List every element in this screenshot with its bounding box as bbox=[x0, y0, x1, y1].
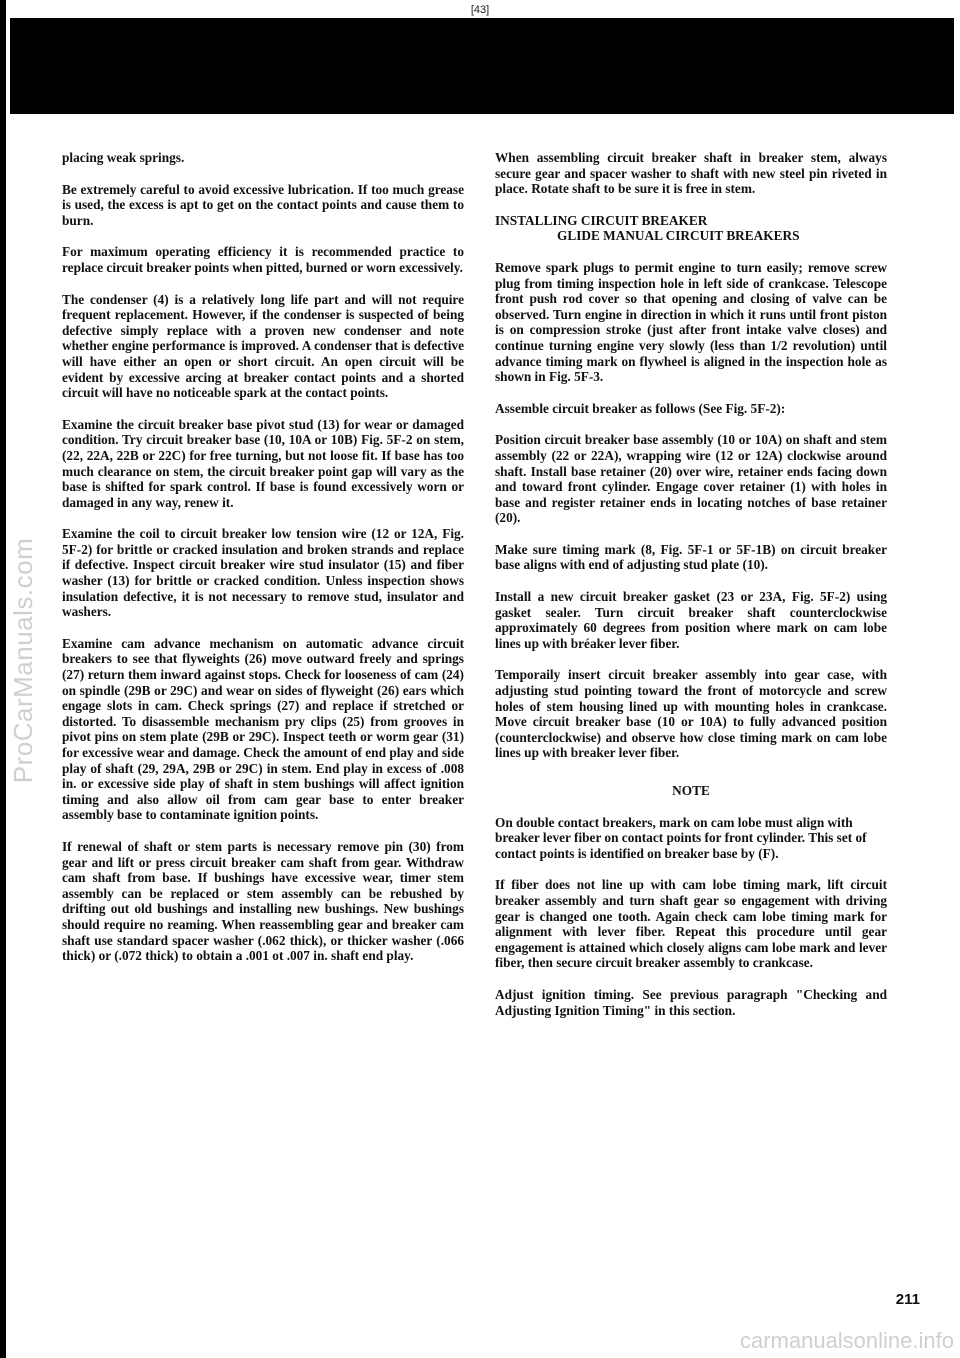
paragraph: placing weak springs. bbox=[62, 150, 185, 165]
bottom-watermark: carmanualsonline.info bbox=[739, 1328, 954, 1353]
paragraph: When assembling circuit breaker shaft in breaker stem, always secure gear and spacer washer to shaft with new steel pin riveted in place. Rotate shaft to be sure it is free in stem. bbox=[495, 150, 887, 197]
paragraph: Position circuit breaker base assembly (10 or 10A) on shaft and stem assembly (22 or 22A), wrapping wire (12 or 12A) clockwise around shaft. Install base retainer (20) over wire, retainer ends facing down and toward front cylinder. Engage cover retainer (1) with holes in base and register retainer ends in locating notches of base retainer (20). bbox=[495, 432, 887, 526]
paragraph: Examine the coil to circuit breaker low tension wire (12 or 12A, Fig. 5F-2) for brittle or cracked insulation and broken strands and replace if defective. Inspect circuit breaker wire stud insulator (15) and fiber washer (13) for brittle or cracked condition. Unless inspection shows insulation defective, it is not necessary to remove stud, insulator and washers. bbox=[62, 526, 464, 620]
paragraph: For maximum operating efficiency it is recommended practice to replace circuit breaker points when pitted, burned or worn excessively. bbox=[62, 244, 464, 275]
paragraph: Temporaily insert circuit breaker assembly into gear case, with adjusting stud pointing toward the front of motorcycle and screw holes of stem housing lined up with mounting holes in crankcase. Move circuit breaker base (10 or 10A) to fully advanced position (counterclockwise) and observe how close timing mark on cam lobe lines up with breaker lever fiber. bbox=[495, 667, 887, 761]
section-heading: INSTALLING CIRCUIT BREAKER GLIDE MANUAL CIRCUIT BREAKERS bbox=[495, 212, 800, 244]
page-reference: [43] bbox=[470, 4, 490, 16]
paragraph: Remove spark plugs to permit engine to turn easily; remove screw plug from timing inspection hole in left side of crankcase. Telescope front push rod cover so that opening and closing of valve can be observed. Turn engine in direction in which it runs until front piston is on compression stroke (just after front intake valve closes) and continue turning engine very slowly (less than 1/2 revolution) until advance timing mark on flywheel is aligned in the inspection hole as shown in Fig. 5F-3. bbox=[495, 259, 887, 385]
paragraph: Assemble circuit breaker as follows (See Fig. 5F-2): bbox=[495, 400, 786, 416]
paragraph: If renewal of shaft or stem parts is necessary remove pin (30) from gear and lift or press circuit breaker cam shaft from gear. Withdraw cam shaft from base. If bushings have excessive wear, timer stem assembly can be replaced or stem assembly can be rebushed by drifting out old bushings and installing new bushings. New bushings should require no reaming. When reassembling gear and breaker cam shaft use standard spacer washer (.062 thick), or thicker washer (.066 thick) or (.072 thick) to obtain a .001 ot .007 in. shaft end play. bbox=[62, 838, 464, 964]
side-watermark: ProCarManuals.com bbox=[8, 537, 39, 783]
note-title: NOTE bbox=[672, 783, 710, 798]
paragraph: Make sure timing mark (8, Fig. 5F-1 or 5F-1B) on circuit breaker base aligns with end of adjusting stud plate (10). bbox=[495, 541, 887, 573]
note-body: On double contact breakers, mark on cam lobe must align with breaker lever fiber on contact points for front cylinder. This set of contact points is identified on breaker base by (F). bbox=[495, 814, 867, 861]
paragraph: If fiber does not line up with cam lobe timing mark, lift circuit breaker assembly and turn shaft gear so engagement with driving gear is changed one tooth. Again check cam lobe timing mark for alignment with lever fiber. Repeat this procedure until gear engagement is attained which closely aligns cam lobe mark and lever fiber, then secure circuit breaker assembly to crankcase. bbox=[495, 877, 887, 971]
page-number: 211 bbox=[895, 1291, 920, 1308]
paragraph: Be extremely careful to avoid excessive lubrication. If too much grease is used, the excess is apt to get on the contact points and cause them to burn. bbox=[62, 181, 464, 228]
paragraph: Adjust ignition timing. See previous paragraph "Checking and Adjusting Ignition Timing" in this section. bbox=[495, 986, 887, 1018]
paragraph: The condenser (4) is a relatively long life part and will not require frequent replacement. However, if the condenser is suspected of being defective simply replace with a proven new condenser and note whether engine performance is improved. A condenser that is defective will have either an open or short circuit. An open circuit will be evident by excessive arcing at breaker contact points and a shorted circuit will have no noticeable spark at the contact points. bbox=[62, 291, 464, 401]
left-column bbox=[62, 150, 464, 980]
paragraph: Examine the circuit breaker base pivot stud (13) for wear or damaged condition. Try circuit breaker base (10, 10A or 10B) Fig. 5F-2 on stem, (22, 22A, 22B or 22C) for free turning, but not loose fit. If base has too much clearance on stem, the circuit breaker point gap will vary as the base is shifted for spark control. If base is found excessively worn or damaged in any way, renew it. bbox=[62, 416, 464, 510]
right-column bbox=[495, 150, 887, 1034]
header-black-band bbox=[10, 18, 954, 114]
paragraph: Install a new circuit breaker gasket (23 or 23A, Fig. 5F-2) using gasket sealer. Turn circuit breaker shaft counterclockwise approximately 60 degrees from position where mark on cam lobe lines up with bréaker lever fiber. bbox=[495, 589, 887, 651]
paragraph: Examine cam advance mechanism on automatic advance circuit breakers to see that flyweights (26) move outward freely and springs (27) return them inward against stops. Check for looseness of cam (24) on spindle (29B or 29C) and wear on sides of flyweight (26) ears which engage slots in cam. Check springs (27) and replace if stretched or distorted. To disassemble mechanism pry clips (25) from grooves in pivot pins on stem plate (29B or 29C). Inspect teeth or worm gear (31) for excessive wear and damage. Check the amount of end play and side play of shaft (29, 29A, 29B or 29C) in stem. End play in excess of .008 in. or excessive side play of shaft in stem bushings will affect ignition timing and also allow oil from cam gear base to enter breaker assembly base to contaminate ignition points. bbox=[62, 635, 464, 823]
